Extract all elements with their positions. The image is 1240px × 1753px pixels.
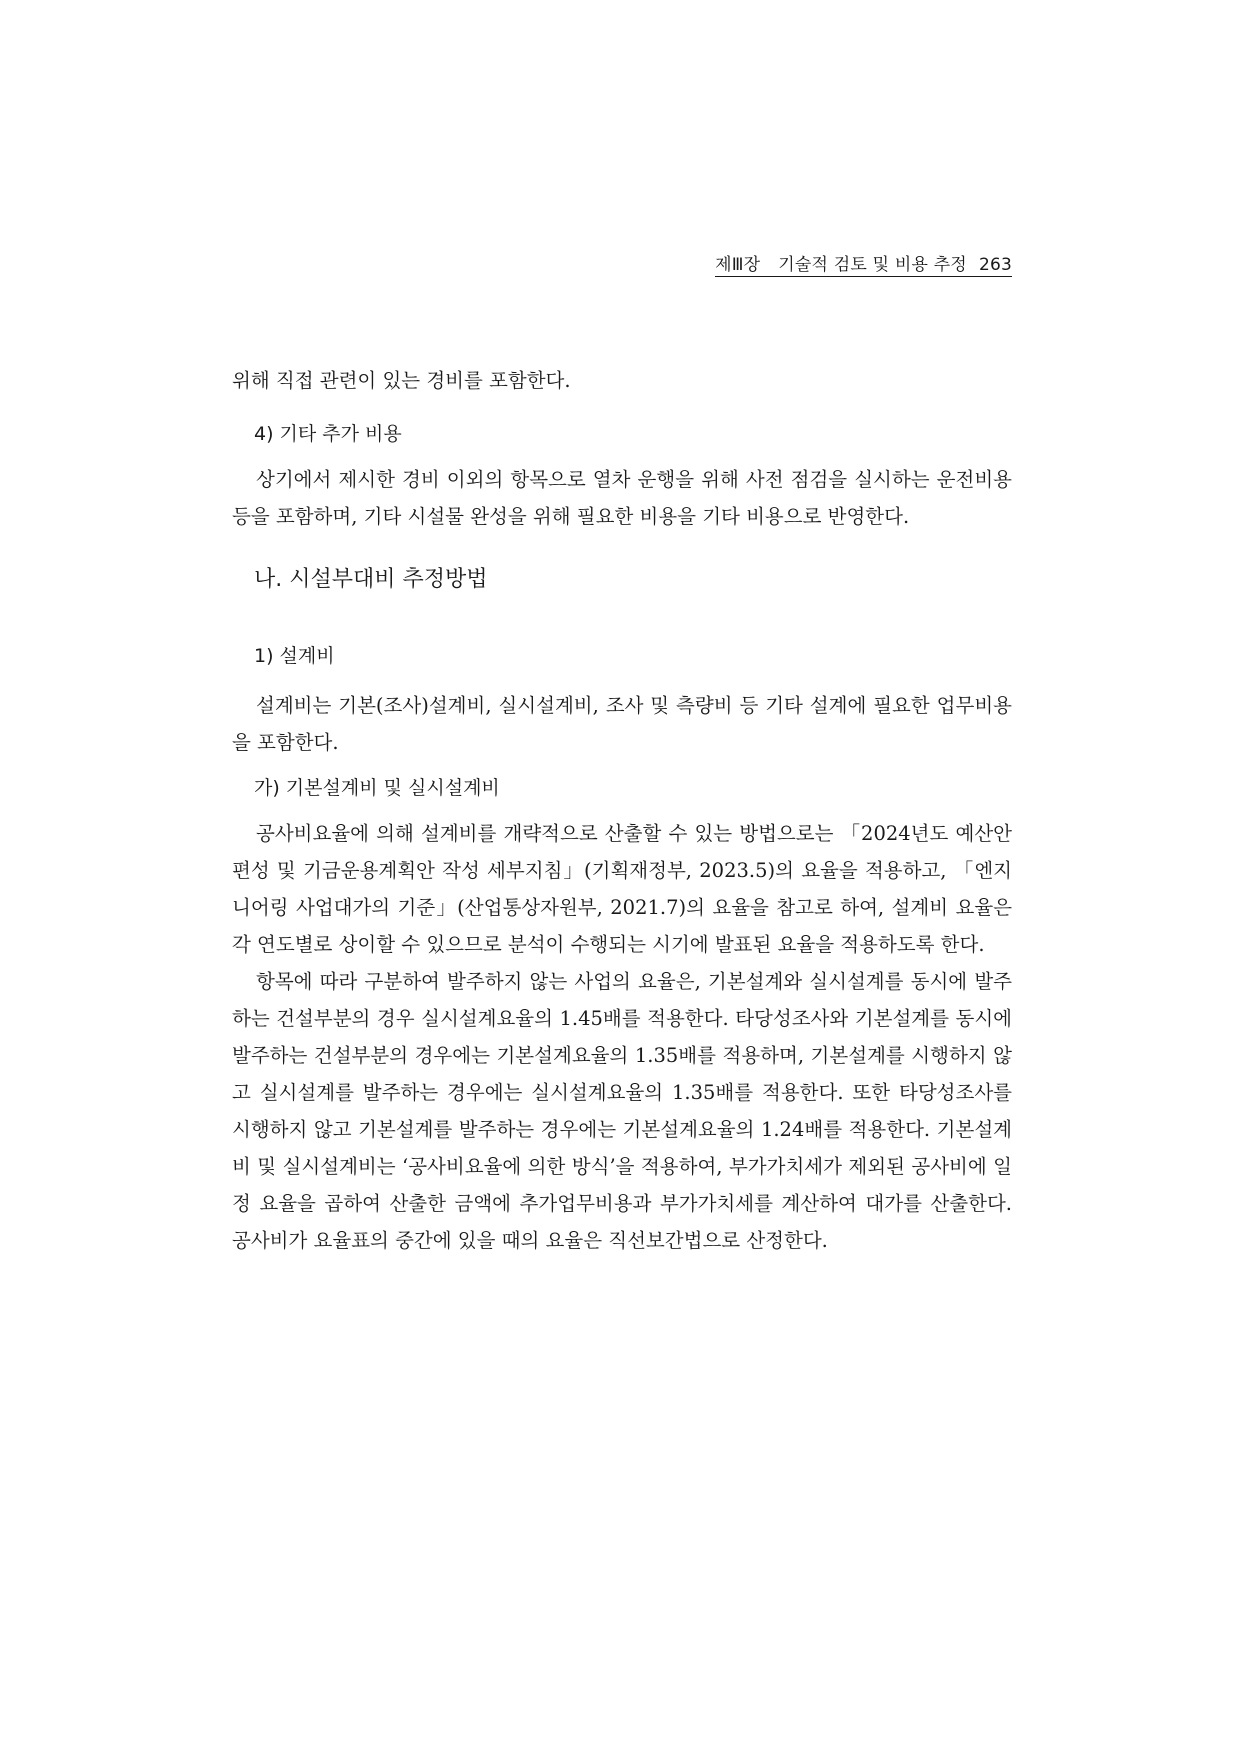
paragraph-rate-application: 항목에 따라 구분하여 발주하지 않는 사업의 요율은, 기본설계와 실시설계를 동시에 발주하는 건설부분의 경우 실시설계요율의 1.45배를 적용한다. 타당성조사와 기본설계를 동시에 발주하는 건설부분의 경우에는 기본설계요율의 1.35배를 적용하며, 기본설계를 시행하지 않고 실시설계를 발주하는 경우에는 실시설계요율의 1.35배를 적용한다. 또한 타당성조사를 시행하지 않고 기본설계를 발주하는 경우에는 기본설계요율의 1.24배를 적용한다. 기본설계비 및 실시설계비는 ‘공사비요율에 의한 방식’을 적용하여, 부가가치세가 제외된 공사비에 일정 요율을 곱하여 산출한 금액에 추가업무비용과 부가가치세를 계산하여 대가를 산출한다. 공사비가 요율표의 중간에 있을 때의 요율은 직선보간법으로 산정한다.: [232, 970, 1012, 1252]
paragraph-design-rate: 공사비요율에 의해 설계비를 개략적으로 산출할 수 있는 방법으로는 「2024년도 예산안 편성 및 기금운용계획안 작성 세부지침」(기획재정부, 2023.5)의 요율을 적용하고, 「엔지니어링 사업대가의 기준」(산업통상자원부, 2021.7)의 요율을 참고로 하여, 설계비 요율은 각 연도별로 상이할 수 있으므로 분석이 수행되는 시기에 발표된 요율을 적용하도록 한다.: [232, 822, 1012, 956]
section-heading-facility-costs: 나. 시설부대비 추정방법: [254, 567, 488, 592]
heading-other-costs: 4) 기타 추가 비용: [254, 423, 402, 445]
running-header: [715, 250, 1012, 277]
chapter-label: 제Ⅲ장: [715, 255, 761, 275]
document-page: [232, 0, 1012, 1753]
heading-design-cost: 1) 설계비: [254, 645, 335, 667]
chapter-title: 기술적 검토 및 비용 추정: [778, 255, 967, 275]
page-content: [232, 362, 1012, 1259]
heading-basic-detailed-design: 가) 기본설계비 및 실시설계비: [254, 777, 500, 799]
page-number: 263: [978, 255, 1012, 275]
paragraph-design-cost: 설계비는 기본(조사)설계비, 실시설계비, 조사 및 측량비 등 기타 설계에 필요한 업무비용을 포함한다.: [232, 694, 1012, 754]
paragraph-other-costs: 상기에서 제시한 경비 이외의 항목으로 열차 운행을 위해 사전 점검을 실시하는 운전비용 등을 포함하며, 기타 시설물 완성을 위해 필요한 비용을 기타 비용으로 반영한다.: [232, 468, 1012, 528]
continued-paragraph: 위해 직접 관련이 있는 경비를 포함한다.: [232, 369, 571, 392]
